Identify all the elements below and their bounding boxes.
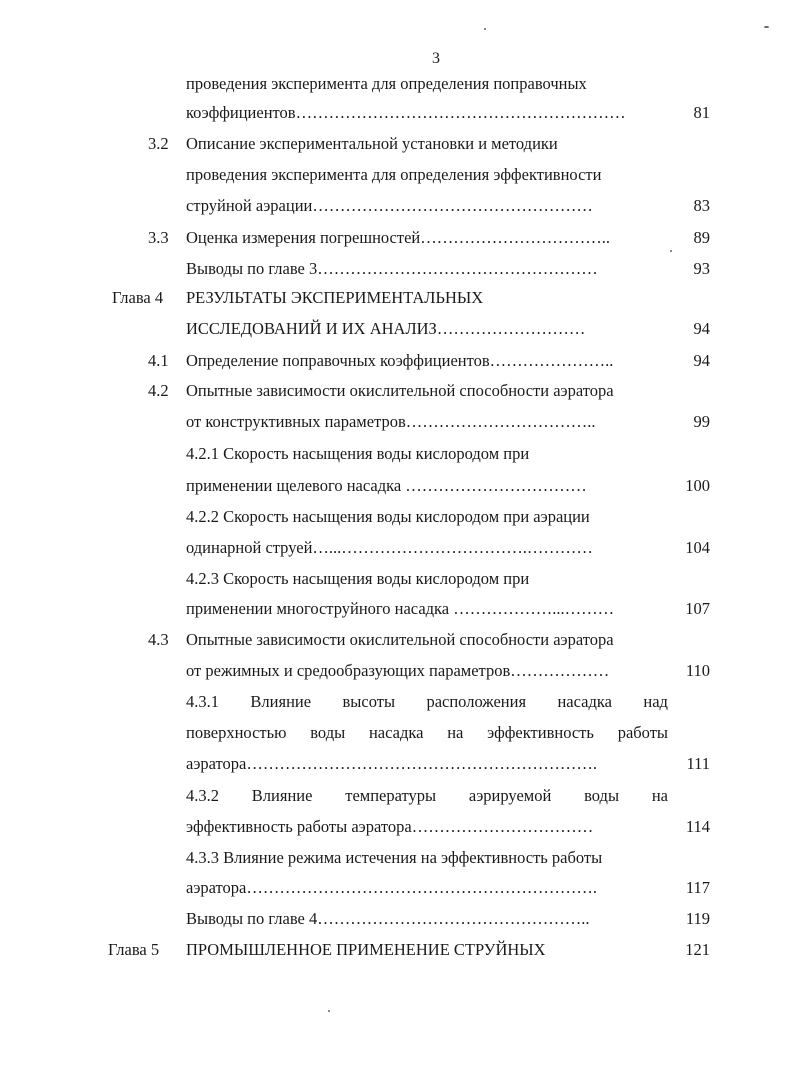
section-number-3-2: 3.2: [148, 134, 169, 153]
toc-page-119: 119: [685, 909, 710, 928]
page-number: 3: [432, 50, 440, 67]
word: 4.3.1: [186, 692, 219, 711]
word: Влияние: [250, 692, 312, 711]
word: 4.3.2: [186, 786, 219, 805]
word: аэрируемой: [468, 786, 552, 805]
toc-line-21: [186, 690, 668, 714]
toc-line-8: РЕЗУЛЬТАТЫ ЭКСПЕРИМЕНТАЛЬНЫХ: [186, 288, 484, 307]
toc-line-13: 4.2.1 Скорость насыщения воды кислородом при: [186, 444, 530, 463]
scan-speck: [484, 28, 486, 30]
toc-line-11: Опытные зависимости окислительной способности аэратора: [186, 381, 614, 400]
toc-page-83: 83: [693, 196, 710, 215]
word: температуры: [345, 786, 437, 805]
section-number-4-3: 4.3: [148, 630, 169, 649]
word: насадка: [557, 692, 612, 711]
toc-line-14: применении щелевого насадка ……………………………: [186, 476, 587, 495]
toc-page-81: 81: [693, 103, 710, 122]
toc-line-27: аэратора……………………………………………………….: [186, 878, 597, 897]
toc-page-104: 104: [685, 538, 710, 557]
scan-speck: [328, 1010, 330, 1012]
toc-page-117: 117: [685, 878, 710, 897]
toc-line-20: от режимных и средообразующих параметров………………: [186, 661, 610, 680]
toc-page-107: 107: [685, 599, 710, 618]
chapter-4-label: Глава 4: [112, 288, 164, 307]
toc-page-121: 121: [685, 940, 710, 959]
word: над: [643, 692, 668, 711]
toc-line-1: проведения эксперимента для определения поправочных: [186, 74, 587, 93]
toc-line-6: Оценка измерения погрешностей……………………………..: [186, 228, 610, 247]
scan-speck: [670, 250, 672, 252]
toc-page-114: 114: [685, 817, 710, 836]
toc-line-16: одинарной струей…...…………………………….…………: [186, 538, 593, 557]
toc-line-24: [186, 784, 668, 808]
toc-line-23: аэратора……………………………………………………….: [186, 754, 597, 773]
toc-line-18: применении многоструйного насадка ………………...………: [186, 599, 615, 618]
toc-page-93: 93: [693, 259, 710, 278]
word: расположения: [426, 692, 527, 711]
toc-line-3: Описание экспериментальной установки и методики: [186, 134, 558, 153]
word: поверхностью: [186, 723, 287, 742]
toc-line-26: 4.3.3 Влияние режима истечения на эффективность работы: [186, 848, 603, 867]
word: эффективность: [487, 723, 594, 742]
toc-line-15: 4.2.2 Скорость насыщения воды кислородом при аэрации: [186, 507, 590, 526]
scan-speck: [764, 26, 769, 28]
toc-page-94b: 94: [693, 351, 710, 370]
word: воды: [310, 723, 346, 742]
toc-page-111: 111: [686, 754, 710, 773]
toc-page-99: 99: [693, 412, 710, 431]
toc-line-28: Выводы по главе 4…………………………………………..: [186, 909, 590, 928]
word: высоты: [342, 692, 396, 711]
toc-page-89: 89: [693, 228, 710, 247]
section-number-4-1: 4.1: [148, 351, 169, 370]
toc-line-19: Опытные зависимости окислительной способности аэратора: [186, 630, 614, 649]
toc-page-110: 110: [685, 661, 710, 680]
word: работы: [617, 723, 668, 742]
toc-line-2: коэффициентов……………………………………………………: [186, 103, 626, 122]
toc-page-100: 100: [685, 476, 710, 495]
toc-line-7: Выводы по главе 3……………………………………………: [186, 259, 598, 278]
toc-line-17: 4.2.3 Скорость насыщения воды кислородом при: [186, 569, 530, 588]
word: насадка: [368, 723, 424, 742]
toc-line-12: от конструктивных параметров……………………………..: [186, 412, 596, 431]
toc-line-4: проведения эксперимента для определения эффективности: [186, 165, 602, 184]
toc-line-10: Определение поправочных коэффициентов…………………..: [186, 351, 614, 370]
chapter-5-label: Глава 5: [108, 940, 160, 959]
toc-line-29: ПРОМЫШЛЕННОЕ ПРИМЕНЕНИЕ СТРУЙНЫХ: [186, 940, 546, 959]
section-number-3-3: 3.3: [148, 228, 169, 247]
toc-line-9: ИССЛЕДОВАНИЙ И ИХ АНАЛИЗ………………………: [186, 319, 586, 338]
toc-page-94a: 94: [693, 319, 710, 338]
word: Влияние: [251, 786, 313, 805]
toc-line-22: [186, 721, 668, 745]
word: на: [447, 723, 464, 742]
section-number-4-2: 4.2: [148, 381, 169, 400]
toc-line-5: струйной аэрации……………………………………………: [186, 196, 593, 215]
word: на: [651, 786, 668, 805]
toc-line-25: эффективность работы аэратора……………………………: [186, 817, 594, 836]
word: воды: [584, 786, 620, 805]
